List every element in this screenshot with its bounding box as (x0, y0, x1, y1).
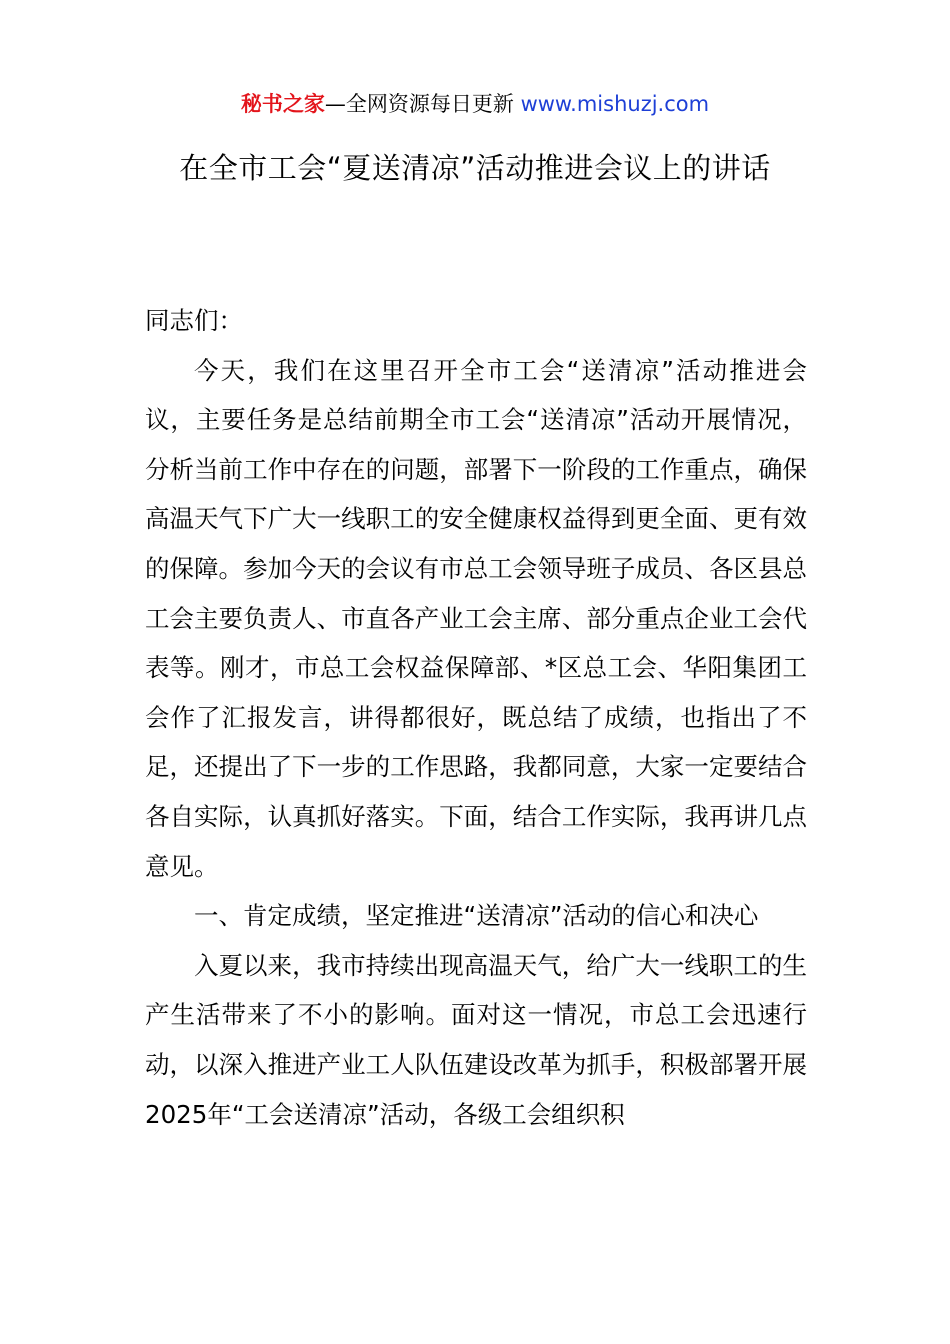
paragraph-section-1: 入夏以来，我市持续出现高温天气，给广大一线职工的生产生活带来了不小的影响。面对这一情况，市总工会迅速行动，以深入推进产业工人队伍建设改革为抓手，积极部署开展2025年“工会送清凉”活动，各级工会组织积 (145, 950, 807, 1129)
document-body (145, 296, 807, 1139)
document-title: 在全市工会“夏送清凉”活动推进会议上的讲话 (179, 151, 771, 185)
paragraph-intro: 今天，我们在这里召开全市工会“送清凉”活动推进会议，主要任务是总结前期全市工会“送清凉”活动开展情况，分析当前工作中存在的问题，部署下一阶段的工作重点，确保高温天气下广大一线职工的安全健康权益得到更全面、更有效的保障。参加今天的会议有市总工会领导班子成员、各区县总工会主要负责人、市直各产业工会主席、部分重点企业工会代表等。刚才，市总工会权益保障部、*区总工会、华阳集团工会作了汇报发言，讲得都很好，既总结了成绩，也指出了不足，还提出了下一步的工作思路，我都同意，大家一定要结合各自实际，认真抓好落实。下面，结合工作实际，我再讲几点意见。 (145, 355, 807, 881)
section-heading-1: 一、肯定成绩，坚定推进“送清凉”活动的信心和决心 (194, 901, 759, 931)
site-header (0, 88, 950, 120)
header-tagline: —全网资源每日更新 (324, 92, 521, 116)
site-url-link[interactable]: www.mishuzj.com (520, 92, 710, 116)
salutation: 同志们： (145, 306, 243, 335)
brand-name: 秘书之家 (240, 92, 325, 116)
